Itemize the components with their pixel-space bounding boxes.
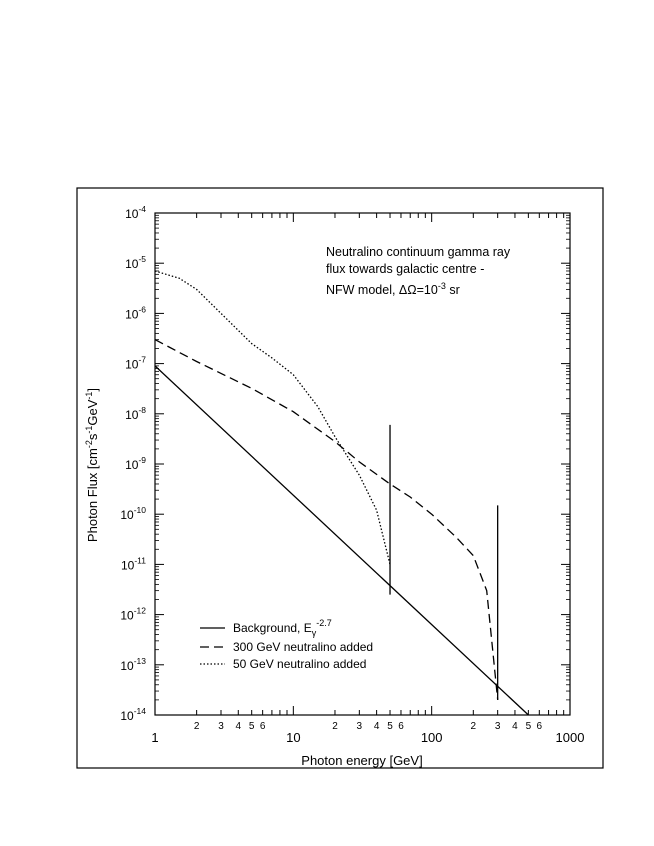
annotation-line-1: Neutralino continuum gamma ray xyxy=(326,245,511,259)
y-tick-label: $10^{-7}$ xyxy=(125,354,146,372)
y-tick-label: $10^{-14}$ xyxy=(120,706,146,723)
x-tick-label: 4 xyxy=(512,721,518,732)
x-tick-label: 4 xyxy=(373,721,380,732)
legend-label-50gev: 50 GeV neutralino added xyxy=(233,657,367,671)
x-tick-label: 3 xyxy=(218,721,224,732)
x-tick-label: 3 xyxy=(356,721,363,732)
y-axis-label: Photon Flux $[cm^{-2}s^{-1}GeV^{-1}]$ xyxy=(84,387,100,543)
x-tick-label: 3 xyxy=(494,721,501,732)
x-tick-label: 6 xyxy=(259,721,266,732)
x-tick-label: 4 xyxy=(235,721,242,732)
x-tick-label: 6 xyxy=(536,721,543,732)
annotation-line-3: NFW model, $\Delta\Omega=10^{-3}$ sr xyxy=(326,281,460,297)
y-tick-labels xyxy=(120,204,146,723)
y-tick-label: $10^{-4}$ xyxy=(125,204,146,221)
x-tick-labels xyxy=(151,721,584,745)
y-tick-label: $10^{-9}$ xyxy=(125,455,146,472)
y-tick-label: $10^{-10}$ xyxy=(120,505,146,523)
x-tick-label: 6 xyxy=(398,721,404,732)
x-tick-label: 5 xyxy=(248,721,255,732)
annotation-line-2: flux towards galactic centre - xyxy=(326,262,485,276)
x-tick-label: 2 xyxy=(470,721,477,732)
legend xyxy=(200,618,373,671)
x-tick-label: 5 xyxy=(387,721,393,732)
x-tick-label: 1000 xyxy=(555,730,585,745)
series-line-n50 xyxy=(155,271,390,564)
x-tick-label: 2 xyxy=(332,721,338,732)
legend-label-background: Background, $E_\gamma^{-2.7}$ xyxy=(233,618,332,638)
legend-label-300gev: 300 GeV neutralino added xyxy=(233,640,374,654)
x-axis-label: Photon energy [GeV] xyxy=(301,753,423,768)
annotation xyxy=(326,245,511,297)
x-tick-label: 2 xyxy=(193,721,200,732)
x-tick-label: 5 xyxy=(525,721,532,732)
y-tick-label: $10^{-11}$ xyxy=(120,555,146,573)
y-tick-label: $10^{-12}$ xyxy=(120,605,146,623)
x-tick-label: 1 xyxy=(151,730,159,745)
y-tick-label: $10^{-8}$ xyxy=(125,404,146,422)
y-tick-label: $10^{-13}$ xyxy=(120,655,146,673)
x-tick-label: 10 xyxy=(286,730,301,745)
x-tick-label: 100 xyxy=(420,730,443,745)
y-tick-label: $10^{-5}$ xyxy=(125,254,146,272)
y-tick-label: $10^{-6}$ xyxy=(125,304,146,322)
